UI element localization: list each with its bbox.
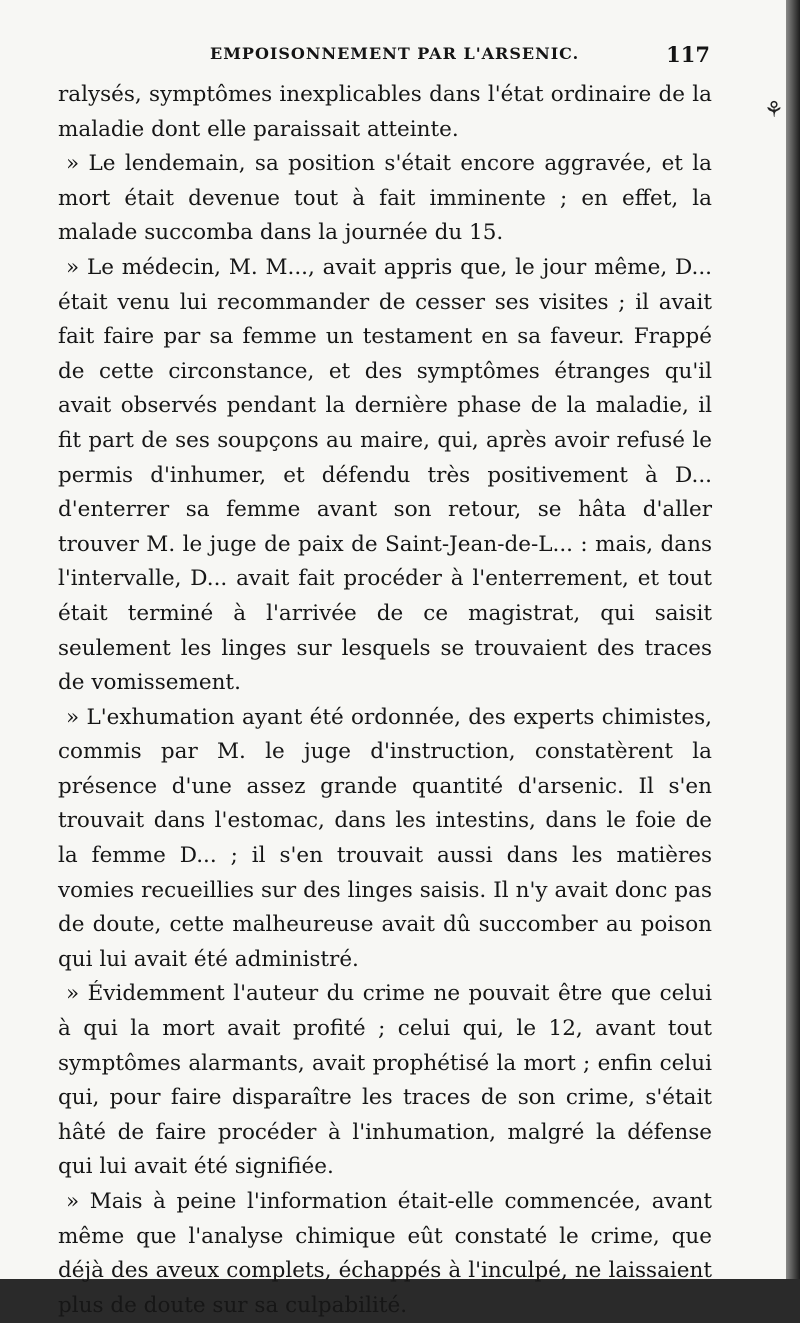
page-number: 117	[666, 42, 710, 67]
margin-annotation-icon: ⚘	[764, 98, 784, 123]
paragraph: » Mais à peine l'information était-elle commencée, avant même que l'analyse chimique eût constaté le crime, que déjà des aveux complets, échappés à l'inculpé, ne laissaient plus de doute sur sa culpabilité.	[58, 1189, 712, 1318]
paragraph: » Évidemment l'auteur du crime ne pouvait être que celui à qui la mort avait profité ; celui qui, le 12, avant tout symptômes alarmants, avait prophétisé la mort ; enfin celui qui, pour faire disparaître les traces de son crime, s'était hâté de faire procéder à l'inhumation, malgré la défense qui lui avait été signifiée.	[58, 981, 712, 1180]
page-edge-shadow	[786, 0, 800, 1279]
paragraph-continuation: ralysés, symptômes inexplicables dans l'état ordinaire de la maladie dont elle paraissait atteinte.	[58, 82, 712, 142]
paragraph: » Le lendemain, sa position s'était encore aggravée, et la mort était devenue tout à fait imminente ; en effet, la malade succomba dans la journée du 15.	[58, 151, 712, 246]
paragraph: » L'exhumation ayant été ordonnée, des experts chimistes, commis par M. le juge d'instruction, constatèrent la présence d'une assez grande quantité d'arsenic. Il s'en trouvait dans l'estomac, dans les intestins, dans le foie de la femme D... ; il s'en trouvait aussi dans les matières vomies recueillies sur des linges saisis. Il n'y avait donc pas de doute, cette malheureuse avait dû succomber au poison qui lui avait été administré.	[58, 704, 712, 972]
running-head	[60, 40, 710, 70]
running-title: EMPOISONNEMENT PAR L'ARSENIC.	[210, 44, 580, 63]
paragraph: » Le médecin, M. M..., avait appris que, le jour même, D... était venu lui recommander de cesser ses visites ; il avait fait faire par sa femme un testament en sa faveur. Frappé de cette circonstance, et des symptômes étranges qu'il avait observés pendant la dernière phase de la maladie, il fit part de ses soupçons au maire, qui, après avoir refusé le permis d'inhumer, et défendu très positivement à D... d'enterrer sa femme avant son retour, se hâta d'aller trouver M. le juge de paix de Saint-Jean-de-L... : mais, dans l'intervalle, D... avait fait procéder à l'enterrement, et tout était terminé à l'arrivée de ce magistrat, qui saisit seulement les linges sur lesquels se trouvaient des traces de vomissement.	[58, 254, 712, 696]
body-text	[58, 78, 712, 1323]
